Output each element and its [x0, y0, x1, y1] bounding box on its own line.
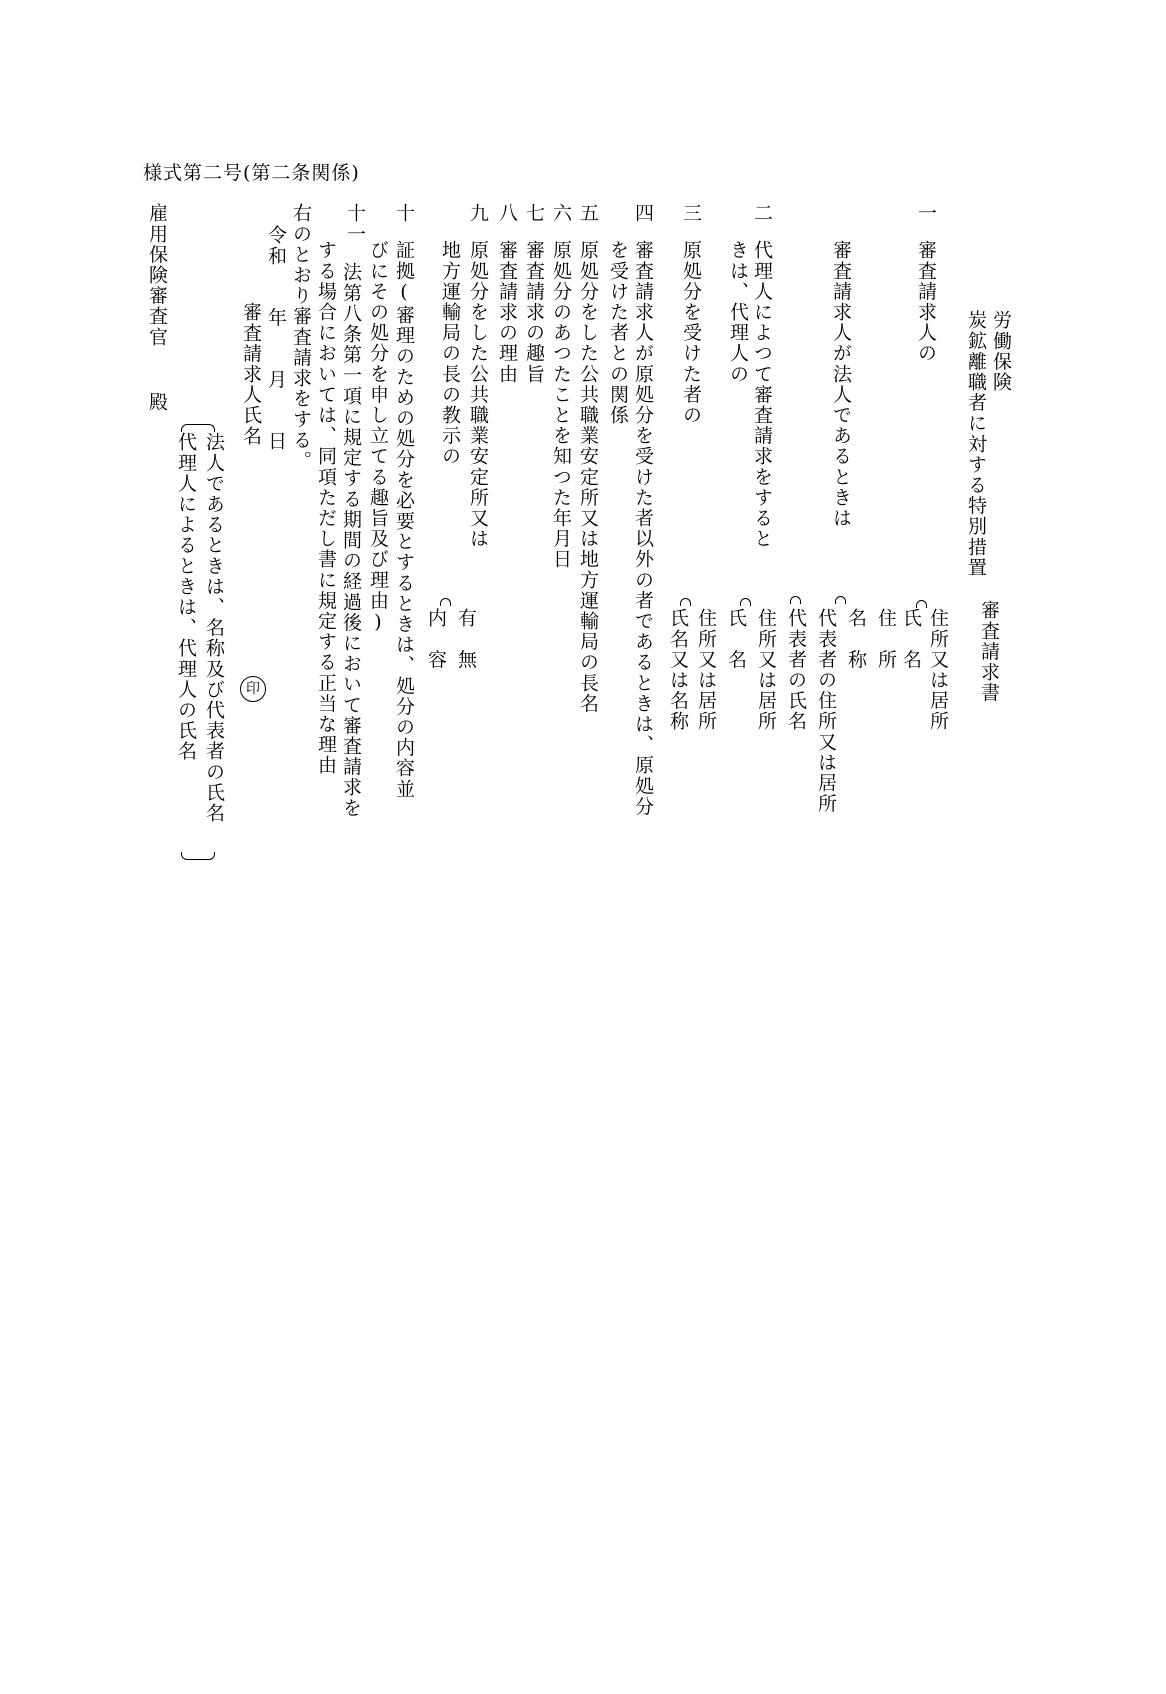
item1b-text: 審査請求人が法人であるときは — [830, 240, 852, 529]
item4-line2: を受けた者との関係 — [607, 240, 629, 426]
item10-line2: びにその処分を申し立てる趣旨及び理由) — [367, 240, 389, 635]
item9-brace — [440, 598, 451, 606]
item2-sub1: 住所又は居所 — [755, 608, 777, 732]
item2-sub2: 氏 名 — [725, 608, 747, 670]
item1b-sub3: 代表者の住所又は居所 — [815, 608, 837, 814]
title-line1: 労働保険 — [990, 310, 1012, 393]
closing-date: 令和 年 月 日 — [265, 225, 287, 452]
closing-statement: 右のとおり審査請求をする。 — [290, 203, 312, 471]
item1-number: 一 — [915, 203, 937, 224]
item6-text: 原処分のあつたことを知つた年月日 — [550, 240, 572, 570]
item4-line1: 審査請求人が原処分を受けた者以外の者であるときは、原処分 — [632, 240, 654, 817]
item7-text: 審査請求の趣旨 — [523, 240, 545, 385]
item1b-sub1: 住 所 — [875, 608, 897, 670]
item3-sub2: 氏名又は名称 — [667, 608, 689, 732]
note-line1: 法人であるときは、名称及び代表者の氏名 — [203, 432, 225, 824]
item3-brace — [680, 598, 691, 606]
item7-number: 七 — [523, 203, 545, 224]
item11-line2: する場合においては、同項ただし書に規定する正当な理由 — [315, 240, 337, 776]
item10-number: 十 — [393, 203, 415, 224]
title-line3: 審査請求書 — [978, 600, 1000, 703]
item11-line1: 法第八条第一項に規定する期間の経過後において審査請求を — [340, 262, 362, 819]
item8-text: 審査請求の理由 — [496, 240, 518, 385]
item9-number: 九 — [467, 203, 489, 224]
item1b-sub2: 名 称 — [845, 608, 867, 670]
item1-text: 審査請求人の — [915, 240, 937, 364]
item9-line1: 原処分をした公共職業安定所又は — [467, 240, 489, 549]
item1-brace — [916, 600, 927, 608]
form-label: 様式第二号(第二条関係) — [143, 162, 360, 184]
item4-number: 四 — [632, 203, 654, 224]
note-line2: 代理人によるときは、代理人の氏名 — [175, 432, 197, 762]
note-bracket-bottom — [181, 852, 215, 860]
item3-number: 三 — [680, 203, 702, 224]
title-line2: 炭鉱離職者に対する特別措置 — [965, 310, 987, 578]
item10-line1: 証拠(審理のための処分を必要とするときは、処分の内容並 — [393, 240, 415, 800]
item9-line2: 地方運輸局の長の教示の — [439, 240, 461, 467]
item1b-brace-a — [835, 596, 846, 604]
item5-number: 五 — [577, 203, 599, 224]
honorific: 殿 — [146, 392, 168, 413]
addressee: 雇用保険審査官 — [146, 203, 168, 348]
item8-number: 八 — [496, 203, 518, 224]
item2-number: 二 — [751, 203, 773, 224]
item9-sub1: 有 無 — [455, 608, 477, 670]
item5-text: 原処分をした公共職業安定所又は地方運輸局の長名 — [577, 240, 599, 714]
item2-brace — [740, 598, 751, 606]
item9-sub2: 内 容 — [425, 608, 447, 670]
item2-line2: きは、代理人の — [727, 240, 749, 385]
item1b-brace-b — [790, 596, 801, 604]
item6-number: 六 — [550, 203, 572, 224]
item1-sub2: 氏 名 — [900, 608, 922, 670]
item3-text: 原処分を受けた者の — [680, 240, 702, 426]
item3-sub1: 住所又は居所 — [695, 608, 717, 732]
seal-mark: 印 — [240, 676, 266, 702]
item1-sub1: 住所又は居所 — [927, 608, 949, 732]
applicant-label: 審査請求人氏名 — [240, 302, 262, 447]
item11-number: 十一 — [344, 203, 366, 245]
item1b-sub4: 代表者の氏名 — [785, 608, 807, 732]
item2-line1: 代理人によつて審査請求をすると — [751, 240, 773, 549]
note-bracket-top — [181, 424, 215, 432]
